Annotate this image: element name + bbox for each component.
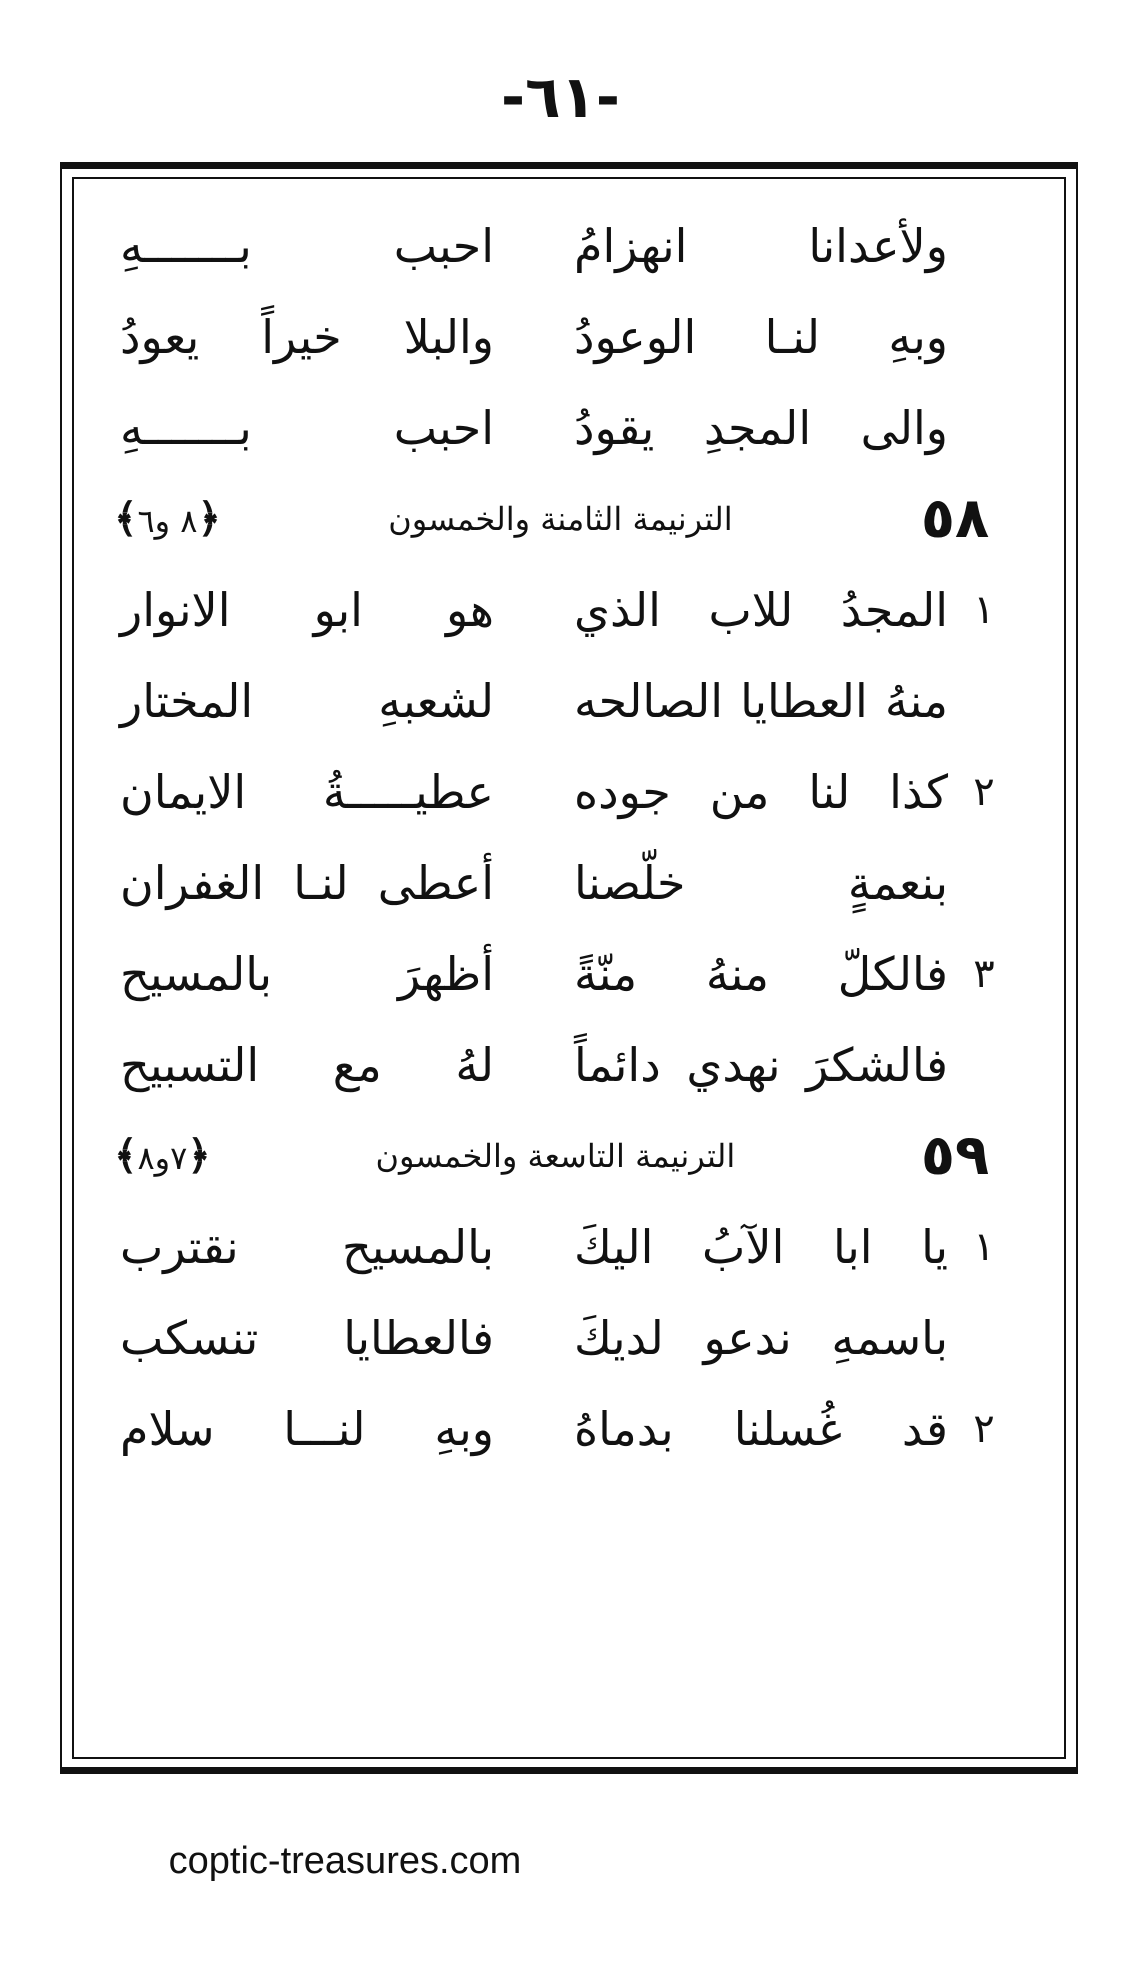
verse-word: ابا <box>832 1219 873 1274</box>
verse-word: وبهِ <box>434 1401 494 1456</box>
verse-word: الوعودُ <box>574 309 697 364</box>
second-hemistich <box>110 398 504 458</box>
verse-line <box>110 746 1010 837</box>
verse-word: الذي <box>574 582 661 637</box>
verse-word: منّةً <box>574 946 638 1001</box>
verse-word: فالشكرَ <box>806 1037 948 1092</box>
verse-word: خلّصنا <box>574 855 686 910</box>
verse-word: بالمسيح <box>341 1219 494 1274</box>
second-hemistich <box>110 853 504 913</box>
verse-word: أظهرَ <box>398 946 494 1001</box>
second-hemistich <box>110 762 504 822</box>
hymn-title: الترنيمة التاسعة والخمسون <box>375 1136 736 1175</box>
verse-word: لشعبهِ <box>378 673 494 728</box>
verse-word: هو <box>445 582 494 637</box>
verse-word: خيراً <box>261 309 342 364</box>
hymn-text-body <box>110 200 1010 1474</box>
verse-line <box>110 928 1010 1019</box>
verse-line <box>110 1201 1010 1292</box>
verse-word: كذا <box>889 764 948 819</box>
first-hemistich <box>564 580 958 640</box>
verse-word: الغفران <box>120 855 265 910</box>
verse-word: تنسكب <box>120 1310 259 1365</box>
verse-word: يا <box>921 1219 948 1274</box>
verse-word: قد <box>901 1401 948 1456</box>
second-hemistich <box>110 944 504 1004</box>
verse-line <box>110 291 1010 382</box>
verse-word: لنـا <box>764 309 820 364</box>
second-hemistich <box>110 307 504 367</box>
verse-word: للاب <box>708 582 794 637</box>
first-hemistich <box>564 1217 958 1277</box>
verse-line <box>110 1019 1010 1110</box>
verse-word: أعطى <box>377 855 494 910</box>
verse-word: والى <box>860 400 948 455</box>
second-hemistich <box>110 580 504 640</box>
verse-word: بدماهُ <box>574 1401 674 1456</box>
verse-word: احبب <box>393 400 494 455</box>
second-hemistich <box>110 671 504 731</box>
verse-word: الانوار <box>120 582 231 637</box>
verse-word: باسمهِ <box>831 1310 948 1365</box>
verse-word: المجدُ <box>840 582 948 637</box>
second-hemistich <box>110 1399 504 1459</box>
ornamental-bracket: ﴾ <box>114 495 138 542</box>
verse-word: غُسلنا <box>733 1401 842 1456</box>
page-number: -٦١- <box>501 63 620 131</box>
verse-word: التسبيح <box>120 1037 260 1092</box>
verse-word: يعودُ <box>120 309 200 364</box>
verse-word: بالمسيح <box>120 946 273 1001</box>
verse-word: لنـا <box>293 855 349 910</box>
verse-word: اليكَ <box>574 1219 654 1274</box>
first-hemistich <box>564 307 958 367</box>
hymn-number: ٥٨ <box>920 486 990 551</box>
verse-word: الآبُ <box>702 1219 785 1274</box>
verse-word: بـــــــهِ <box>120 218 252 273</box>
hymn-header <box>110 1110 1010 1201</box>
verse-word: المختار <box>120 673 254 728</box>
second-hemistich <box>110 1308 504 1368</box>
verse-word: ابو <box>313 582 363 637</box>
verse-line <box>110 655 1010 746</box>
verse-word: ولأعدانا <box>808 218 948 273</box>
verse-word: لديكَ <box>574 1310 664 1365</box>
verse-word: انهزامُ <box>574 218 688 273</box>
verse-line <box>110 564 1010 655</box>
verse-number: ٢ <box>973 768 995 815</box>
verse-word: نقترب <box>120 1219 239 1274</box>
verse-word: فالعطايا <box>343 1310 494 1365</box>
hymn-meter-value: ٨ و٦ <box>137 502 198 540</box>
first-hemistich <box>564 1035 958 1095</box>
verse-word: المجدِ <box>703 400 812 455</box>
first-hemistich <box>564 1308 958 1368</box>
verse-line <box>110 200 1010 291</box>
verse-word: جوده <box>574 764 671 819</box>
hymn-meter <box>110 1132 211 1179</box>
verse-line <box>110 382 1010 473</box>
hymn-title: الترنيمة الثامنة والخمسون <box>388 499 733 538</box>
verse-line <box>110 1292 1010 1383</box>
verse-word: وبهِ <box>888 309 948 364</box>
verse-word: دائماً <box>574 1037 661 1092</box>
verse-word: احبب <box>393 218 494 273</box>
verse-word: العطايا <box>740 673 868 728</box>
ornamental-bracket: ﴿ <box>187 1132 211 1179</box>
verse-word: الايمان <box>120 764 247 819</box>
verse-word: لنـــا <box>283 1401 366 1456</box>
first-hemistich <box>564 671 958 731</box>
verse-word: فالكلّ <box>837 946 948 1001</box>
source-watermark: coptic-treasures.com <box>168 1840 522 1882</box>
verse-number: ٣ <box>973 950 995 997</box>
verse-word: منهُ <box>884 673 948 728</box>
verse-word: عطيـــــةُ <box>322 764 494 819</box>
hymn-header <box>110 473 1010 564</box>
verse-word: بـــــــهِ <box>120 400 252 455</box>
first-hemistich <box>564 398 958 458</box>
hymn-meter-value: ٧و٨ <box>137 1139 188 1177</box>
verse-word: بنعمةٍ <box>847 855 948 910</box>
second-hemistich <box>110 1217 504 1277</box>
verse-word: ندعو <box>703 1310 792 1365</box>
hymn-meter <box>110 495 221 542</box>
verse-word: الصالحه <box>574 673 724 728</box>
verse-word: لهُ <box>455 1037 494 1092</box>
verse-word: لنا <box>808 764 851 819</box>
first-hemistich <box>564 216 958 276</box>
verse-line <box>110 1383 1010 1474</box>
verse-word: مع <box>332 1037 382 1092</box>
verse-number: ٢ <box>973 1405 995 1452</box>
ornamental-bracket: ﴿ <box>197 495 221 542</box>
verse-word: منهُ <box>705 946 770 1001</box>
first-hemistich <box>564 1399 958 1459</box>
second-hemistich <box>110 1035 504 1095</box>
first-hemistich <box>564 853 958 913</box>
verse-word: والبلا <box>403 309 494 364</box>
first-hemistich <box>564 944 958 1004</box>
verse-word: يقودُ <box>574 400 655 455</box>
verse-word: سلام <box>120 1401 215 1456</box>
ornamental-bracket: ﴾ <box>114 1132 138 1179</box>
verse-number: ١ <box>973 1223 995 1270</box>
hymn-number: ٥٩ <box>920 1123 990 1188</box>
verse-number: ١ <box>973 586 995 633</box>
verse-line <box>110 837 1010 928</box>
second-hemistich <box>110 216 504 276</box>
first-hemistich <box>564 762 958 822</box>
verse-word: نهدي <box>686 1037 781 1092</box>
verse-word: من <box>709 764 770 819</box>
